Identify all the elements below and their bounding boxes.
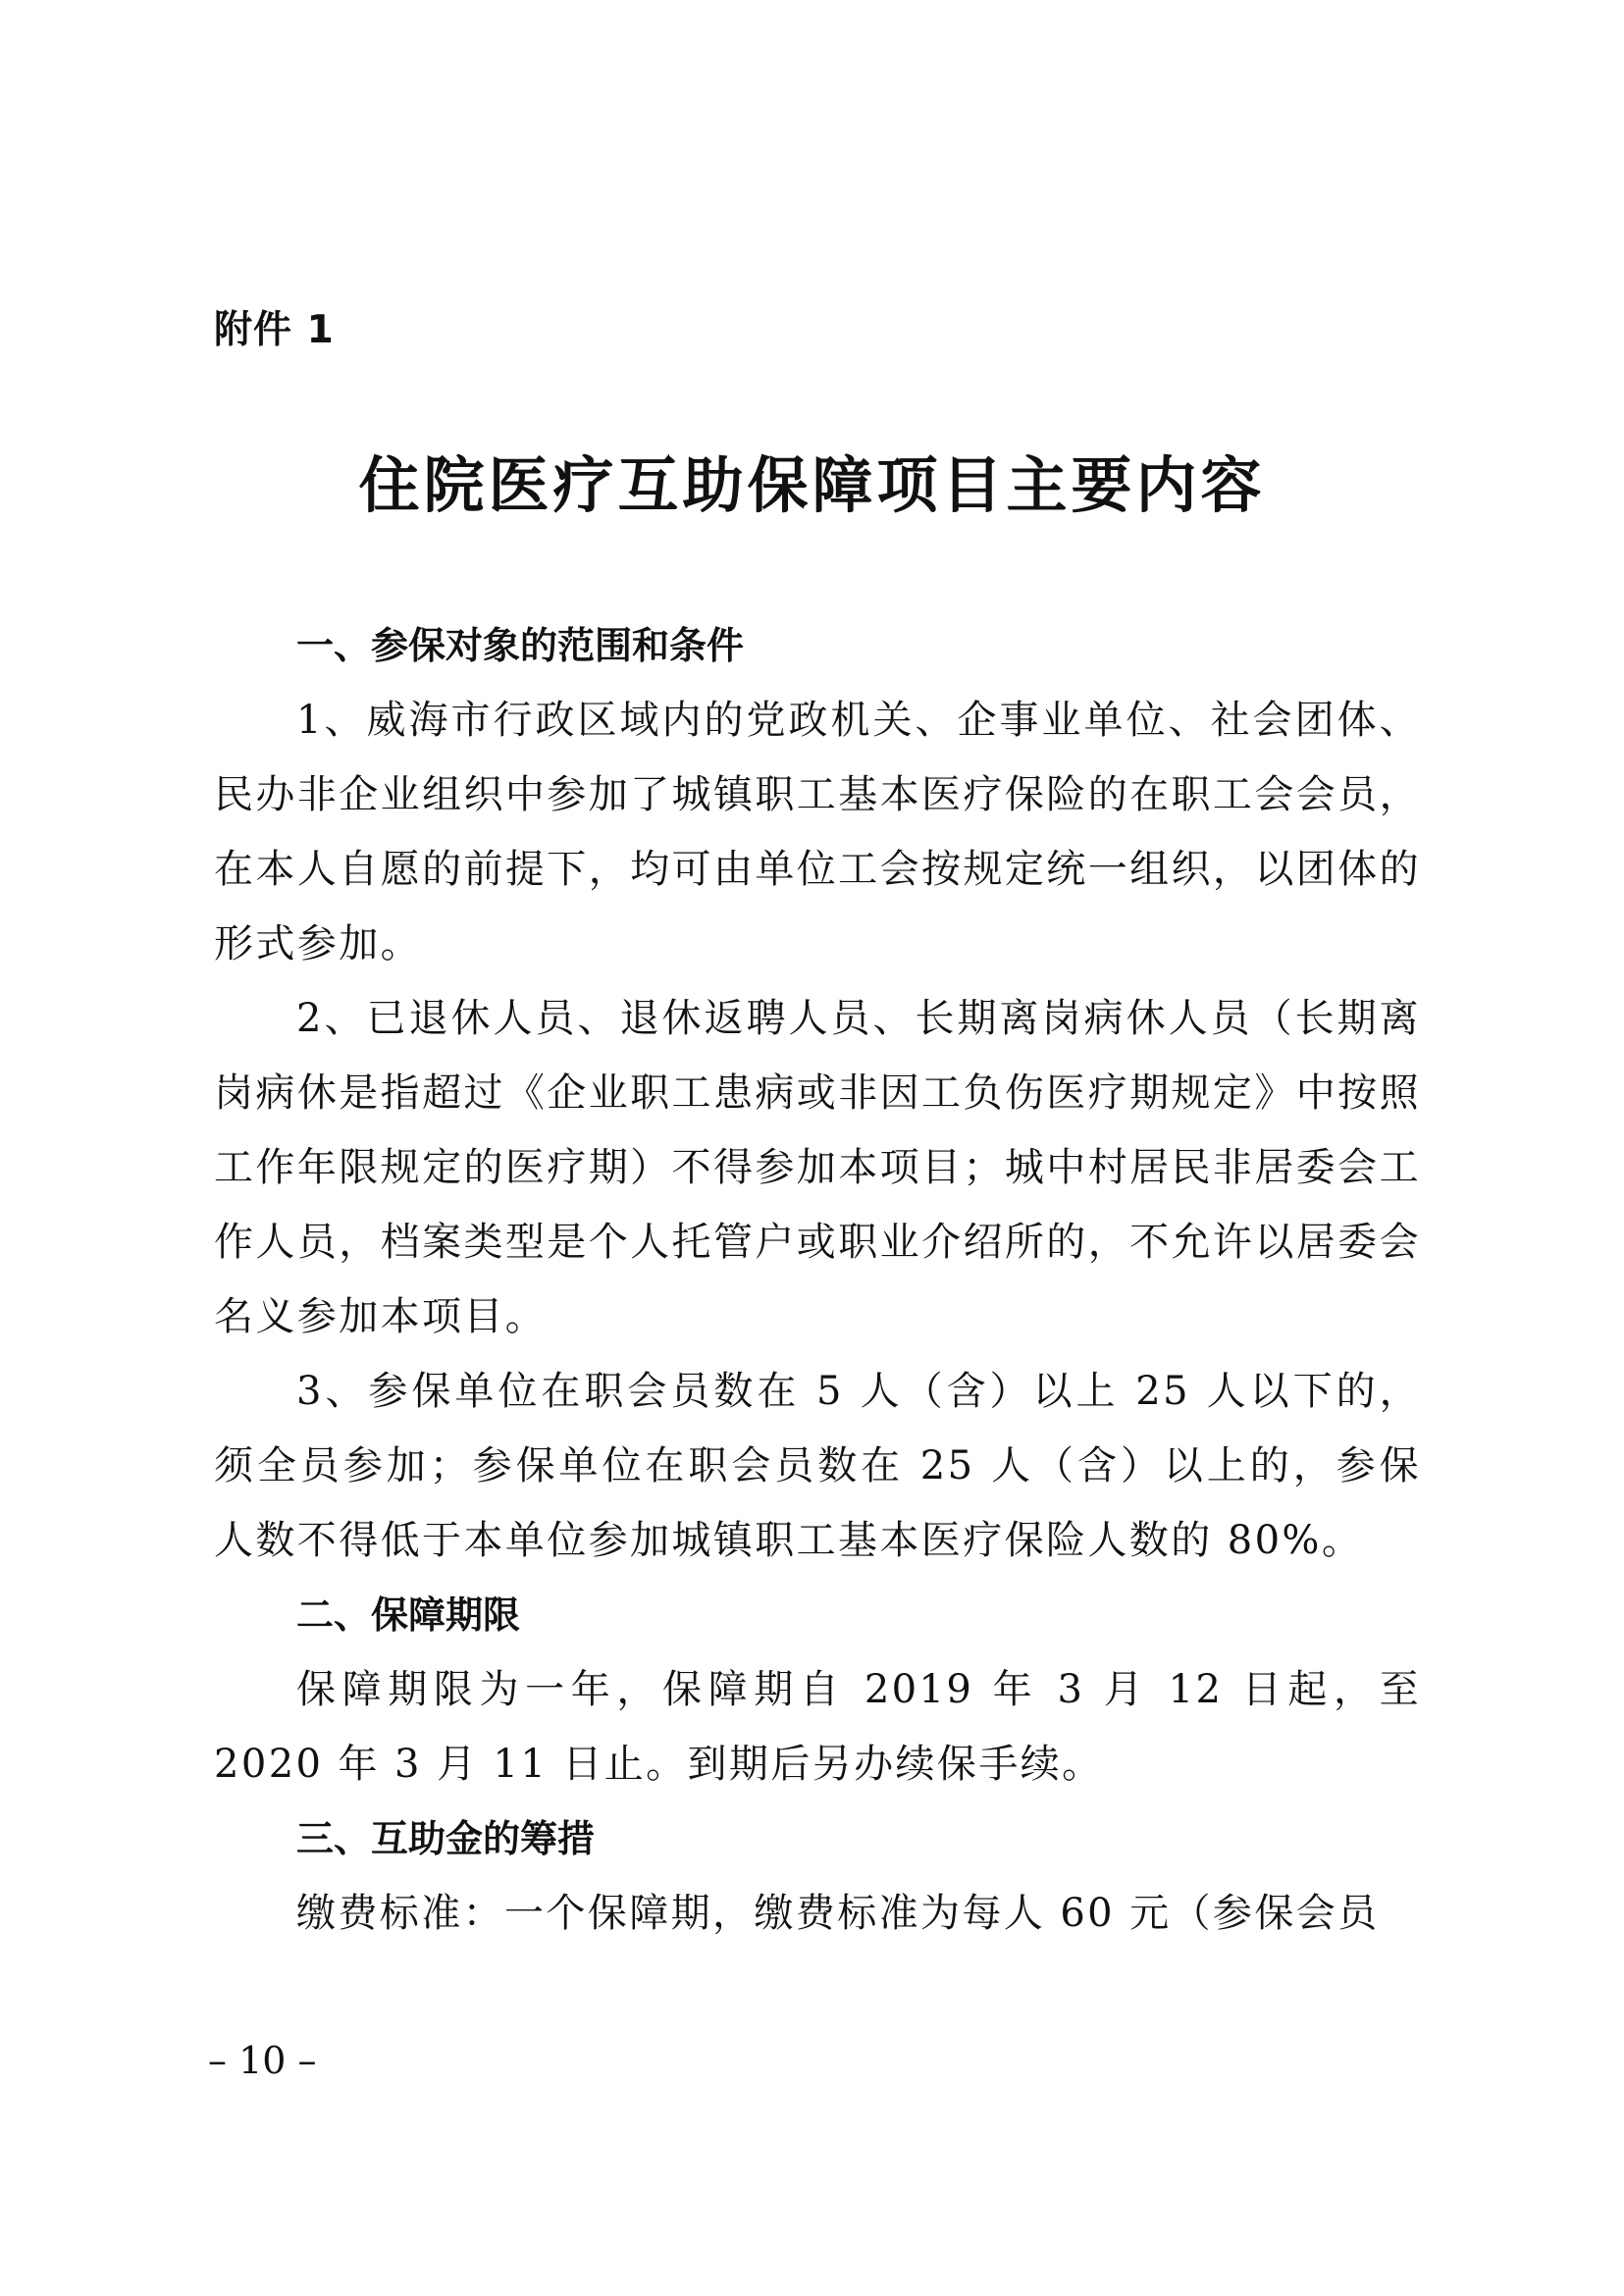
section-coverage-period — [214, 1578, 1421, 1801]
page-number: – 10 – — [208, 2039, 317, 2082]
section-fund-raising — [214, 1801, 1421, 1951]
document-title: 住院医疗互助保障项目主要内容 — [358, 449, 1266, 521]
paragraph: 1、威海市行政区域内的党政机关、企事业单位、社会团体、民办非企业组织中参加了城镇职工基本医疗保险的在职工会会员，在本人自愿的前提下，均可由单位工会按规定统一组织，以团体的形式参加。 — [214, 698, 1421, 966]
attachment-label: 附件 1 — [214, 308, 335, 352]
section-heading: 二、保障期限 — [296, 1593, 521, 1637]
paragraph: 3、参保单位在职会员数在 5 人（含）以上 25 人以下的，须全员参加；参保单位在职会员数在 25 人（含）以上的，参保人数不得低于本单位参加城镇职工基本医疗保险人数的 80%。 — [214, 1369, 1421, 1563]
paragraph: 2、已退休人员、退休返聘人员、长期离岗病休人员（长期离岗病休是指超过《企业职工患病或非因工负伤医疗期规定》中按照工作年限规定的医疗期）不得参加本项目；城中村居民非居委会工作人员，档案类型是个人托管户或职业介绍所的，不允许以居委会名义参加本项目。 — [214, 996, 1421, 1339]
section-eligibility — [214, 608, 1421, 1578]
section-heading: 一、参保对象的范围和条件 — [296, 624, 745, 667]
paragraph: 缴费标准：一个保障期，缴费标准为每人 60 元（参保会员 — [296, 1891, 1380, 1936]
section-heading: 三、互助金的筹措 — [296, 1817, 596, 1860]
paragraph: 保障期限为一年，保障期自 2019 年 3 月 12 日起，至 2020 年 3 月 11 日止。到期后另办续保手续。 — [214, 1667, 1421, 1787]
document-body — [214, 608, 1421, 1951]
